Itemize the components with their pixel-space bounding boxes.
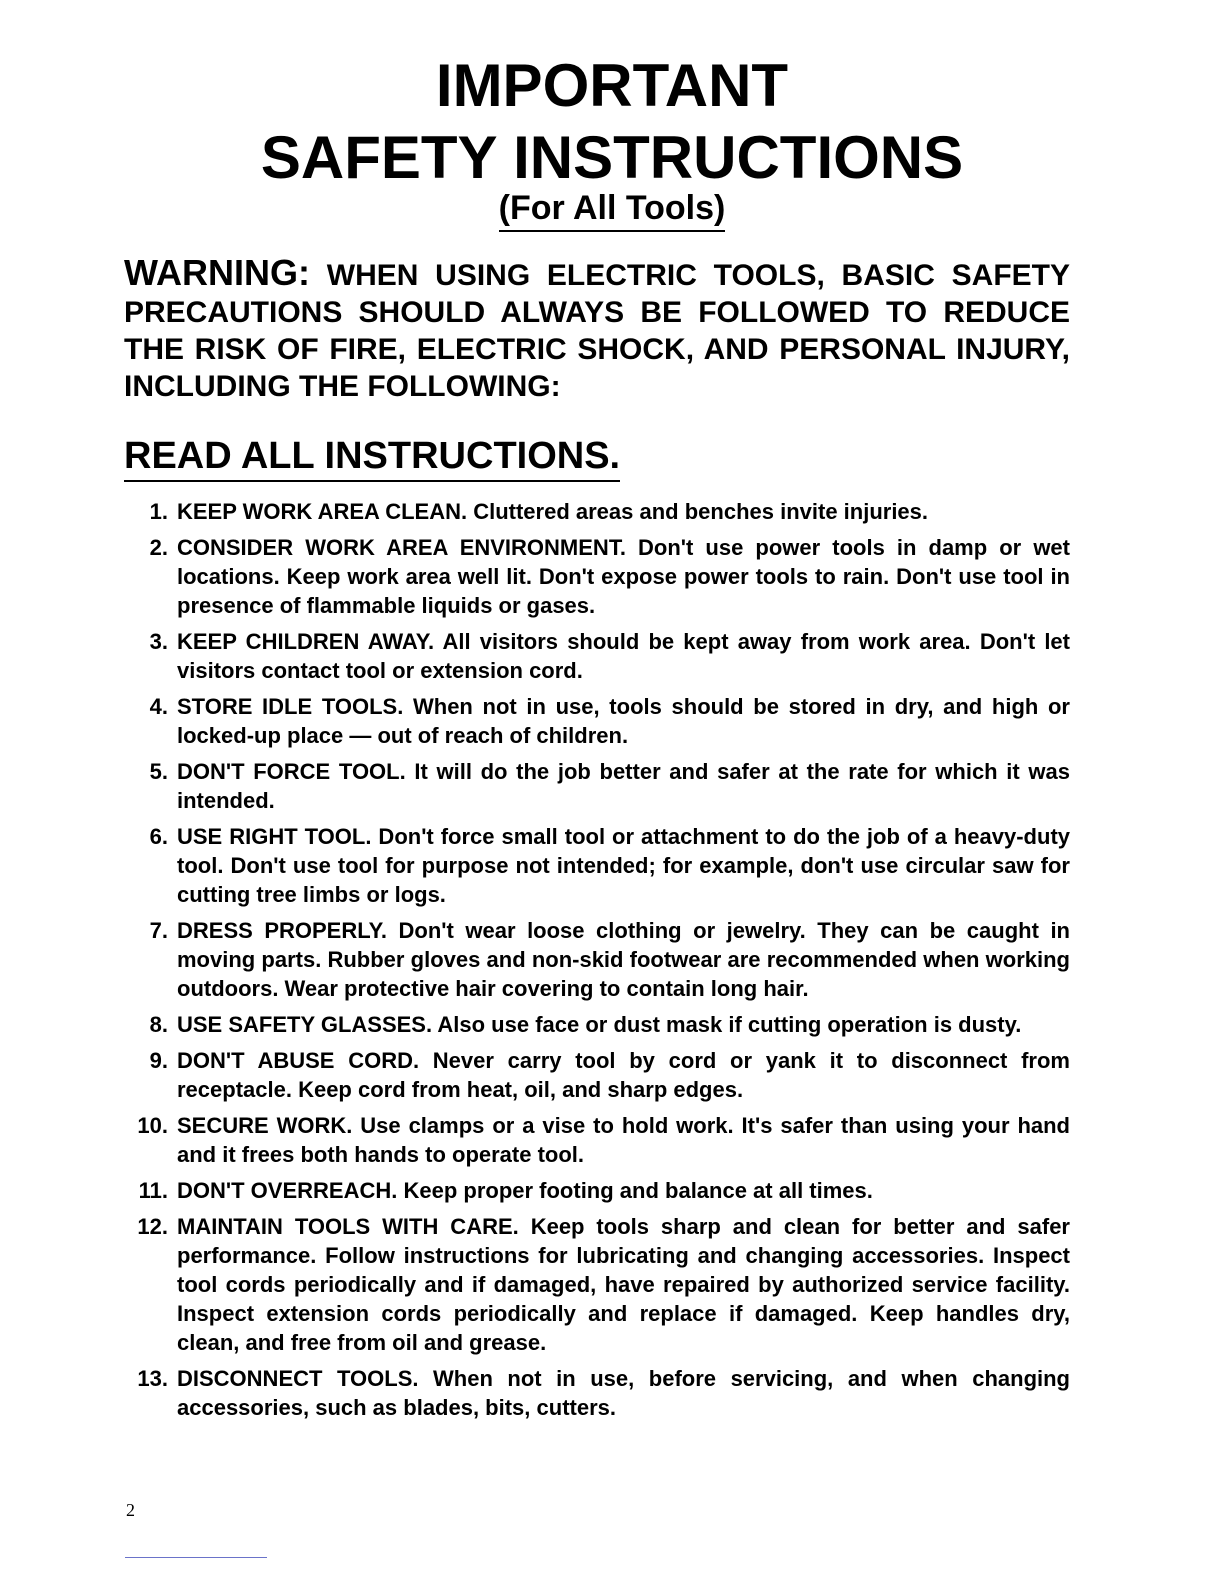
instruction-text: DISCONNECT TOOLS. When not in use, before servicing, and when changing accessories, such as blades, bits, cutters.	[177, 1366, 1070, 1420]
instruction-number: 11.	[138, 1178, 168, 1203]
instruction-text: KEEP CHILDREN AWAY. All visitors should be kept away from work area. Don't let visitors contact tool or extension cord.	[177, 629, 1070, 683]
footer-rule	[125, 1557, 267, 1558]
instruction-text: DON'T FORCE TOOL. It will do the job better and safer at the rate for which it was intended.	[177, 759, 1070, 813]
instruction-number: 5.	[149, 759, 168, 784]
instruction-item	[124, 497, 1070, 526]
instruction-number: 7.	[149, 918, 168, 943]
instruction-number: 12.	[137, 1214, 168, 1239]
instruction-text: DON'T OVERREACH. Keep proper footing and balance at all times.	[177, 1178, 873, 1203]
instruction-item	[124, 1212, 1070, 1357]
instruction-item	[124, 692, 1070, 750]
instruction-number: 3.	[149, 629, 168, 654]
instruction-item	[124, 916, 1070, 1003]
instruction-text: USE RIGHT TOOL. Don't force small tool or attachment to do the job of a heavy-duty tool. Don't use tool for purpose not intended; for example, don't use circular saw for cutting tree limbs or logs.	[177, 824, 1070, 907]
instruction-text: SECURE WORK. Use clamps or a vise to hold work. It's safer than using your hand and it frees both hands to operate tool.	[177, 1113, 1070, 1167]
instruction-number: 10.	[137, 1113, 168, 1138]
instruction-item	[124, 627, 1070, 685]
instruction-number: 8.	[149, 1012, 168, 1037]
instruction-item	[124, 1176, 1070, 1205]
page-subtitle-text: (For All Tools)	[499, 190, 726, 232]
instruction-item	[124, 1364, 1070, 1422]
instruction-text: DON'T ABUSE CORD. Never carry tool by cord or yank it to disconnect from receptacle. Keep cord from heat, oil, and sharp edges.	[177, 1048, 1070, 1102]
instruction-text: MAINTAIN TOOLS WITH CARE. Keep tools sharp and clean for better and safer performance. Follow instructions for lubricating and changing accessories. Inspect tool cords periodically and if damaged, have repaired by authorized service facility. Inspect extension cords periodically and replace if damaged. Keep handles dry, clean, and free from oil and grease.	[177, 1214, 1070, 1355]
instruction-item	[124, 1111, 1070, 1169]
instruction-item	[124, 533, 1070, 620]
page-number: 2	[126, 1500, 135, 1520]
instruction-text: KEEP WORK AREA CLEAN. Cluttered areas and benches invite injuries.	[177, 499, 929, 524]
warning-paragraph	[124, 254, 1070, 405]
page-subtitle	[0, 190, 1224, 232]
instruction-text: DRESS PROPERLY. Don't wear loose clothing or jewelry. They can be caught in moving parts. Rubber gloves and non-skid footwear are recommended when working outdoors. Wear protective hair covering to contain long hair.	[177, 918, 1070, 1001]
instruction-item	[124, 1046, 1070, 1104]
instruction-number: 4.	[149, 694, 168, 719]
instruction-text: STORE IDLE TOOLS. When not in use, tools should be stored in dry, and high or locked-up place — out of reach of children.	[177, 694, 1070, 748]
instruction-number: 2.	[149, 535, 168, 560]
instruction-item	[124, 757, 1070, 815]
instruction-text: USE SAFETY GLASSES. Also use face or dust mask if cutting operation is dusty.	[177, 1012, 1022, 1037]
warning-label: WARNING:	[124, 252, 310, 293]
instruction-list	[124, 497, 1070, 1429]
instruction-text: CONSIDER WORK AREA ENVIRONMENT. Don't use power tools in damp or wet locations. Keep work area well lit. Don't expose power tools to rain. Don't use tool in presence of flammable liquids or gases.	[177, 535, 1070, 618]
instruction-number: 1.	[149, 499, 168, 524]
instruction-number: 9.	[149, 1048, 168, 1073]
instruction-number: 6.	[149, 824, 168, 849]
page-title-line-2: SAFETY INSTRUCTIONS	[260, 124, 964, 191]
section-heading	[124, 436, 620, 482]
page-title-line-1: IMPORTANT	[435, 52, 789, 119]
instruction-number: 13.	[137, 1366, 168, 1391]
instruction-item	[124, 822, 1070, 909]
section-heading-text: READ ALL INSTRUCTIONS.	[124, 436, 620, 482]
warning-text: WHEN USING ELECTRIC TOOLS, BASIC SAFETY PRECAUTIONS SHOULD ALWAYS BE FOLLOWED TO REDUCE THE RISK OF FIRE, ELECTRIC SHOCK, AND PERSONAL INJURY, INCLUDING THE FOLLOWING:	[124, 259, 1070, 403]
instruction-item	[124, 1010, 1070, 1039]
